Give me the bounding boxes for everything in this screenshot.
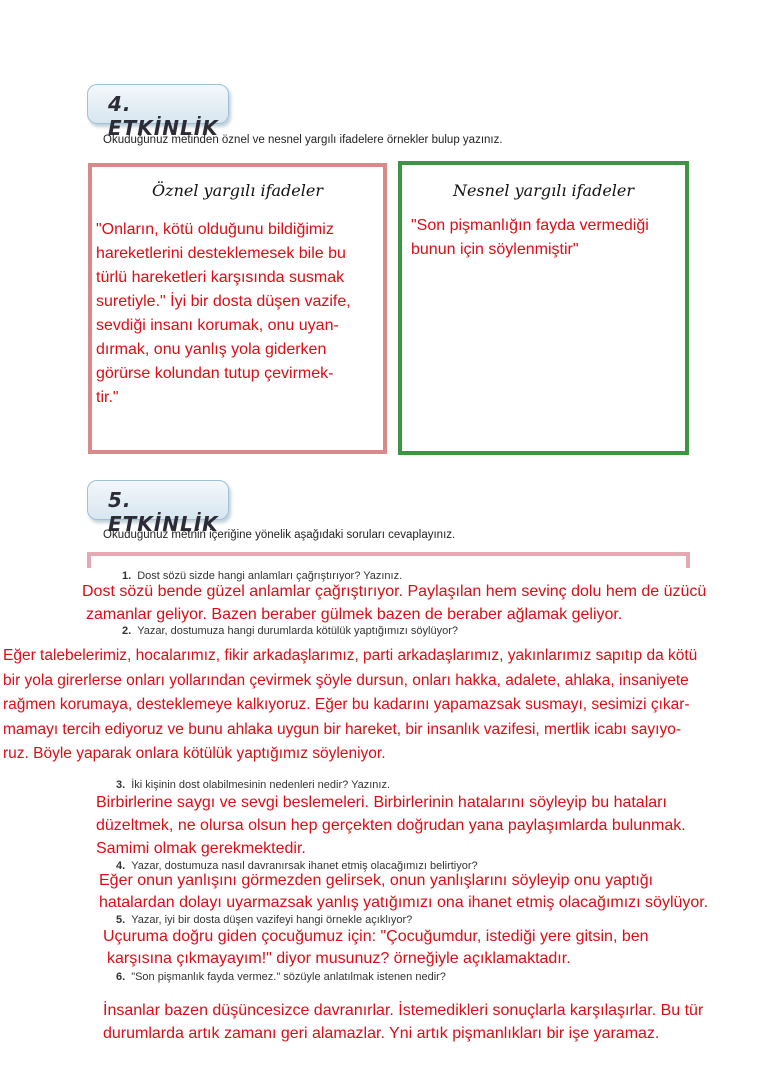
activity-5-instruction: Okuduğunuz metnin içeriğine yönelik aşağıdaki soruları cevaplayınız. bbox=[103, 529, 456, 541]
activity-4-instruction: Okuduğunuz metinden öznel ve nesnel yargılı ifadelere örnekler bulup yazınız. bbox=[103, 134, 503, 146]
subjective-answer: "Onların, kötü olduğunu bildiğimiz hareketlerini desteklemesek bile bu türlü hareketleri karşısında susmak suretiyle." İyi bir dosta düşen vazife, sevdiği insanı korumak, onu uyan- dırmak, onu yanlış yola giderken görürse kolundan tutup çevirmek- tir." bbox=[96, 221, 351, 406]
answer-6: İnsanlar bazen düşüncesizce davranırlar. İstemedikleri sonuçlarla karşılaşırlar. Bu tür durumlarda artık zamanı geri alamazlar. Yni artık pişmanlıkları bir işe yaramaz. bbox=[103, 1002, 704, 1042]
question-5: 5. Yazar, iyi bir dosta düşen vazifeyi hangi örnekle açıklıyor? bbox=[116, 914, 413, 926]
activity-5-badge bbox=[87, 480, 229, 536]
objective-title: Nesnel yargılı ifadeler bbox=[452, 181, 635, 200]
questions-frame-top bbox=[87, 552, 690, 556]
subjective-title: Öznel yargılı ifadeler bbox=[152, 181, 323, 200]
question-2: 2. Yazar, dostumuza hangi durumlarda kötülük yaptığımızı söylüyor? bbox=[122, 625, 458, 637]
question-6: 6. "Son pişmanlık fayda vermez." sözüyle anlatılmak istenen nedir? bbox=[116, 971, 446, 983]
activity-4-title: 4. ETKİNLİK bbox=[108, 92, 219, 140]
activity-4-badge bbox=[87, 84, 229, 140]
question-4: 4. Yazar, dostumuza nasıl davranırsak ihanet etmiş olacağımızı belirtiyor? bbox=[116, 860, 478, 872]
question-3: 3. İki kişinin dost olabilmesinin nedenleri nedir? Yazınız. bbox=[116, 779, 391, 791]
answer-4: Eğer onun yanlışını görmezden gelirsek, onun yanlışlarını söyleyip onu yaptığı hatalardan dolayı uyarmazsak yanlış yatığımızı ona ihanet etmiş olacağımızı söylüyor. bbox=[99, 872, 709, 911]
activity-5-title: 5. ETKİNLİK bbox=[108, 488, 219, 536]
answer-2: Eğer talebelerimiz, hocalarımız, fikir arkadaşlarımız, parti arkadaşlarımız, yakınlarımız sapıtıp da kötü bir yola girerlerse onları yollarından çevirmek şöyle dursun, onları hakka, adalete, ahlaka, insaniyete rağmen korumaya, desteklemeye kalkıyoruz. Eğer bu kadarını yapamazsak susmayı, sesimizi çıkar- mamayı tercih ediyoruz ve bunu ahlaka uygun bir hareket, bir insanlık vazifesi, mertlik icabı sayıyo- ruz. Böyle yaparak onlara kötülük yaptığımız söyleniyor. bbox=[3, 647, 698, 762]
question-1: 1. Dost sözü sizde hangi anlamları çağrıştırıyor? Yazınız. bbox=[122, 570, 403, 582]
answer-5: Uçuruma doğru giden çocuğumuz için: "Çocuğumdur, istediği yere gitsin, ben karşısına çıkmayayım!" diyor musunuz? örneğiyle açıklamaktadır. bbox=[103, 928, 649, 967]
answer-3: Birbirlerine saygı ve sevgi beslemeleri. Birbirlerinin hatalarını söyleyip bu hataları düzeltmek, ne olursa olsun hep gerçekten doğrudan yana paylaşımlarda bulunmak. Samimi olmak gerekmektedir. bbox=[96, 794, 686, 857]
objective-answer: "Son pişmanlığın fayda vermediği bunun için söylenmiştir" bbox=[411, 217, 649, 258]
answer-1: Dost sözü bende güzel anlamlar çağrıştırıyor. Paylaşılan hem sevinç dolu hem de üzücü zamanlar geliyor. Bazen beraber gülmek bazen de beraber ağlamak geliyor. bbox=[82, 583, 707, 623]
subjective-box bbox=[88, 163, 387, 454]
objective-box bbox=[398, 161, 689, 455]
